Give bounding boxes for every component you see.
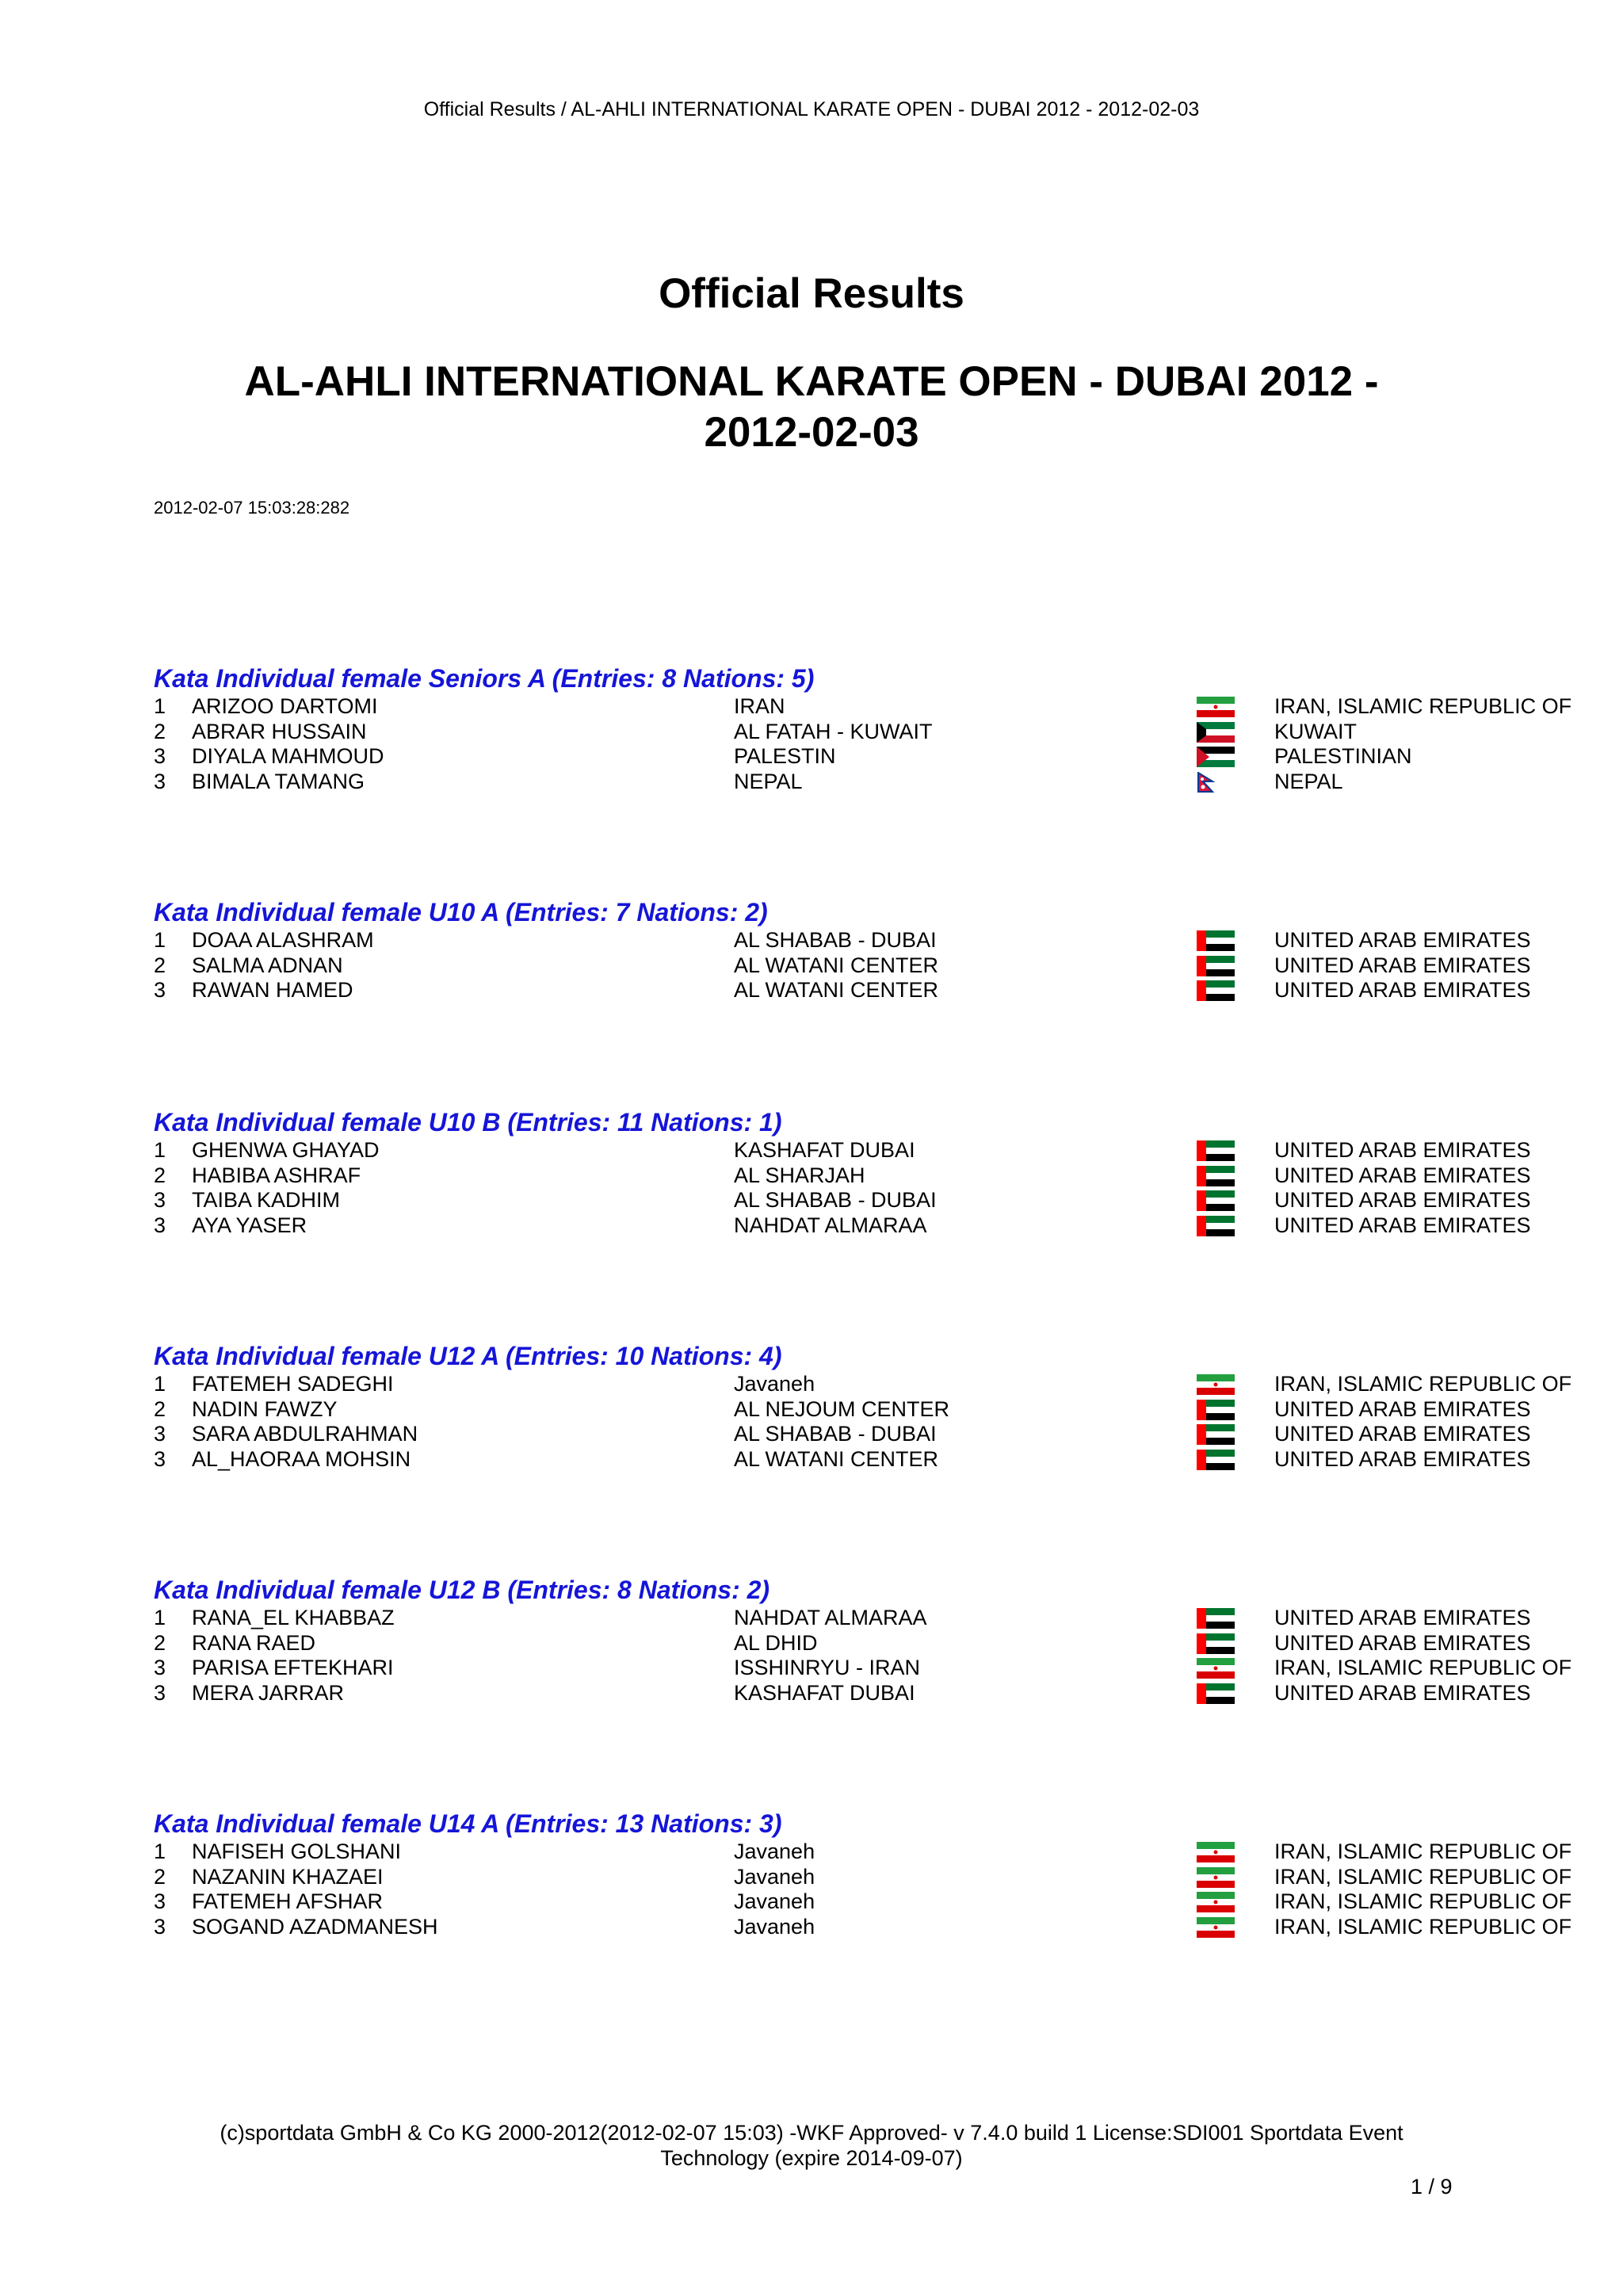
result-row (154, 720, 1580, 745)
athlete-name: NAZANIN KHAZAEI (192, 1864, 384, 1889)
club-name: AL SHABAB - DUBAI (734, 1422, 937, 1446)
result-row (154, 1422, 1580, 1447)
category-section (154, 1574, 1580, 1706)
athlete-name: FATEMEH AFSHAR (192, 1889, 384, 1913)
country-name: IRAN, ISLAMIC REPUBLIC OF (1274, 1914, 1572, 1939)
category-title: Kata Individual female U12 A (Entries: 10 Nations: 4) (154, 1342, 782, 1370)
club-name: NEPAL (734, 769, 803, 793)
category-section (154, 663, 1580, 794)
athlete-name: RANA_EL KHABBAZ (192, 1606, 395, 1629)
result-row (154, 1447, 1580, 1473)
club-name: AL WATANI CENTER (734, 953, 939, 977)
uae-flag-icon (1197, 1450, 1235, 1470)
athlete-name: SARA ABDULRAHMAN (192, 1422, 418, 1446)
result-row (154, 1138, 1580, 1163)
athlete-name: AYA YASER (192, 1213, 307, 1237)
rank: 3 (154, 1889, 166, 1913)
athlete-name: NAFISEH GOLSHANI (192, 1839, 402, 1863)
event-title-line-1: AL-AHLI INTERNATIONAL KARATE OPEN - DUBAI 2012 - (244, 358, 1379, 405)
result-row (154, 953, 1580, 979)
athlete-name: PARISA EFTEKHARI (192, 1656, 394, 1679)
country-name: UNITED ARAB EMIRATES (1274, 1138, 1531, 1162)
country-name: UNITED ARAB EMIRATES (1274, 953, 1531, 977)
country-name: UNITED ARAB EMIRATES (1274, 978, 1531, 1002)
athlete-name: NADIN FAWZY (192, 1396, 338, 1421)
result-row (154, 1372, 1580, 1397)
club-name: IRAN (734, 694, 785, 718)
athlete-name: ABRAR HUSSAIN (192, 719, 367, 743)
category-title: Kata Individual female U12 B (Entries: 8 Nations: 2) (154, 1576, 770, 1604)
country-name: PALESTINIAN (1274, 744, 1412, 768)
uae-flag-icon (1197, 980, 1235, 1001)
rank: 1 (154, 1372, 166, 1396)
club-name: KASHAFAT DUBAI (734, 1680, 915, 1705)
rank: 3 (154, 744, 166, 768)
uae-flag-icon (1197, 1140, 1235, 1161)
athlete-name: DIYALA MAHMOUD (192, 744, 384, 768)
club-name: NAHDAT ALMARAA (734, 1213, 927, 1237)
club-name: Javaneh (734, 1889, 815, 1913)
athlete-name: AL_HAORAA MOHSIN (192, 1446, 411, 1471)
result-row (154, 1865, 1580, 1890)
result-row (154, 744, 1580, 770)
result-row (154, 1163, 1580, 1189)
country-name: UNITED ARAB EMIRATES (1274, 1188, 1531, 1212)
rank: 1 (154, 1839, 166, 1863)
running-header: Official Results / AL-AHLI INTERNATIONAL KARATE OPEN - DUBAI 2012 - 2012-02-03 (423, 98, 1200, 120)
iran-flag-icon (1197, 1867, 1235, 1888)
iran-flag-icon (1197, 1374, 1235, 1395)
country-name: IRAN, ISLAMIC REPUBLIC OF (1274, 1864, 1572, 1889)
country-name: IRAN, ISLAMIC REPUBLIC OF (1274, 694, 1572, 718)
country-name: UNITED ARAB EMIRATES (1274, 1422, 1531, 1446)
country-name: IRAN, ISLAMIC REPUBLIC OF (1274, 1889, 1572, 1913)
result-row (154, 1213, 1580, 1239)
club-name: AL FATAH - KUWAIT (734, 719, 933, 743)
event-title-line-2: 2012-02-03 (704, 409, 919, 456)
club-name: PALESTIN (734, 744, 836, 768)
iran-flag-icon (1197, 1658, 1235, 1679)
rank: 2 (154, 719, 166, 743)
category-title: Kata Individual female U10 B (Entries: 11 Nations: 1) (154, 1108, 782, 1137)
club-name: AL WATANI CENTER (734, 978, 939, 1002)
country-name: IRAN, ISLAMIC REPUBLIC OF (1274, 1372, 1572, 1396)
club-name: AL SHABAB - DUBAI (734, 928, 937, 952)
result-row (154, 1839, 1580, 1865)
uae-flag-icon (1197, 1633, 1235, 1654)
country-name: IRAN, ISLAMIC REPUBLIC OF (1274, 1839, 1572, 1863)
result-row (154, 770, 1580, 795)
athlete-name: SOGAND AZADMANESH (192, 1914, 438, 1939)
country-name: UNITED ARAB EMIRATES (1274, 1163, 1531, 1187)
rank: 2 (154, 1163, 166, 1187)
uae-flag-icon (1197, 1683, 1235, 1704)
uae-flag-icon (1197, 1216, 1235, 1236)
club-name: Javaneh (734, 1839, 815, 1863)
country-name: IRAN, ISLAMIC REPUBLIC OF (1274, 1656, 1572, 1679)
country-name: UNITED ARAB EMIRATES (1274, 928, 1531, 952)
category-section (154, 896, 1580, 1003)
rank: 1 (154, 1606, 166, 1629)
rank: 2 (154, 1630, 166, 1655)
uae-flag-icon (1197, 1166, 1235, 1186)
result-row (154, 1681, 1580, 1706)
rank: 3 (154, 1680, 166, 1705)
club-name: AL SHABAB - DUBAI (734, 1188, 937, 1212)
uae-flag-icon (1197, 930, 1235, 951)
country-name: NEPAL (1274, 769, 1343, 793)
country-name: UNITED ARAB EMIRATES (1274, 1680, 1531, 1705)
category-title: Kata Individual female U10 A (Entries: 7 Nations: 2) (154, 898, 768, 926)
club-name: Javaneh (734, 1372, 815, 1396)
result-row (154, 1631, 1580, 1656)
athlete-name: TAIBA KADHIM (192, 1188, 341, 1212)
country-name: UNITED ARAB EMIRATES (1274, 1606, 1531, 1629)
result-row (154, 1397, 1580, 1423)
iran-flag-icon (1197, 697, 1235, 717)
rank: 2 (154, 953, 166, 977)
rank: 1 (154, 928, 166, 952)
page-number: 1 / 9 (1411, 2175, 1453, 2199)
iran-flag-icon (1197, 1917, 1235, 1938)
rank: 2 (154, 1864, 166, 1889)
result-row (154, 694, 1580, 720)
uae-flag-icon (1197, 1424, 1235, 1445)
footer-line-1: (c)sportdata GmbH & Co KG 2000-2012(2012-02-07 15:03) -WKF Approved- v 7.4.0 build 1 License:SDI001 Sportdata Event (220, 2121, 1403, 2145)
athlete-name: RAWAN HAMED (192, 978, 353, 1002)
iran-flag-icon (1197, 1892, 1235, 1912)
country-name: UNITED ARAB EMIRATES (1274, 1213, 1531, 1237)
footer-line-2: Technology (expire 2014-09-07) (660, 2146, 963, 2170)
palestine-flag-icon (1197, 747, 1235, 767)
uae-flag-icon (1197, 956, 1235, 976)
rank: 3 (154, 769, 166, 793)
uae-flag-icon (1197, 1400, 1235, 1420)
country-name: UNITED ARAB EMIRATES (1274, 1396, 1531, 1421)
club-name: AL SHARJAH (734, 1163, 865, 1187)
page-title: Official Results (659, 270, 964, 317)
rank: 3 (154, 1914, 166, 1939)
rank: 3 (154, 978, 166, 1002)
kuwait-flag-icon (1197, 722, 1235, 743)
rank: 1 (154, 694, 166, 718)
footer (158, 2120, 1465, 2171)
nepal-flag-icon (1197, 772, 1235, 793)
rank: 1 (154, 1138, 166, 1162)
result-row (154, 1889, 1580, 1915)
rank: 3 (154, 1188, 166, 1212)
uae-flag-icon (1197, 1608, 1235, 1629)
club-name: AL WATANI CENTER (734, 1446, 939, 1471)
result-row (154, 1656, 1580, 1681)
athlete-name: MERA JARRAR (192, 1680, 345, 1705)
iran-flag-icon (1197, 1842, 1235, 1862)
category-section (154, 1808, 1580, 1939)
club-name: NAHDAT ALMARAA (734, 1606, 927, 1629)
athlete-name: SALMA ADNAN (192, 953, 343, 977)
country-name: KUWAIT (1274, 719, 1357, 743)
country-name: UNITED ARAB EMIRATES (1274, 1446, 1531, 1471)
club-name: KASHAFAT DUBAI (734, 1138, 915, 1162)
result-row (154, 978, 1580, 1003)
athlete-name: ARIZOO DARTOMI (192, 694, 378, 718)
athlete-name: BIMALA TAMANG (192, 769, 365, 793)
result-row (154, 928, 1580, 953)
rank: 3 (154, 1422, 166, 1446)
athlete-name: HABIBA ASHRAF (192, 1163, 361, 1187)
result-row (154, 1606, 1580, 1631)
club-name: AL NEJOUM CENTER (734, 1396, 950, 1421)
club-name: AL DHID (734, 1630, 818, 1655)
athlete-name: DOAA ALASHRAM (192, 928, 374, 952)
athlete-name: FATEMEH SADEGHI (192, 1372, 394, 1396)
result-row (154, 1188, 1580, 1213)
rank: 2 (154, 1396, 166, 1421)
athlete-name: GHENWA GHAYAD (192, 1138, 380, 1162)
rank: 3 (154, 1656, 166, 1679)
event-title (158, 357, 1465, 458)
category-title: Kata Individual female U14 A (Entries: 13 Nations: 3) (154, 1809, 782, 1838)
rank: 3 (154, 1213, 166, 1237)
result-row (154, 1915, 1580, 1940)
rank: 3 (154, 1446, 166, 1471)
country-name: UNITED ARAB EMIRATES (1274, 1630, 1531, 1655)
club-name: Javaneh (734, 1864, 815, 1889)
uae-flag-icon (1197, 1190, 1235, 1211)
report-timestamp: 2012-02-07 15:03:28:282 (154, 498, 350, 518)
category-section (154, 1340, 1580, 1472)
category-section (154, 1106, 1580, 1238)
athlete-name: RANA RAED (192, 1630, 316, 1655)
club-name: ISSHINRYU - IRAN (734, 1656, 921, 1679)
category-title: Kata Individual female Seniors A (Entries: 8 Nations: 5) (154, 664, 815, 693)
club-name: Javaneh (734, 1914, 815, 1939)
